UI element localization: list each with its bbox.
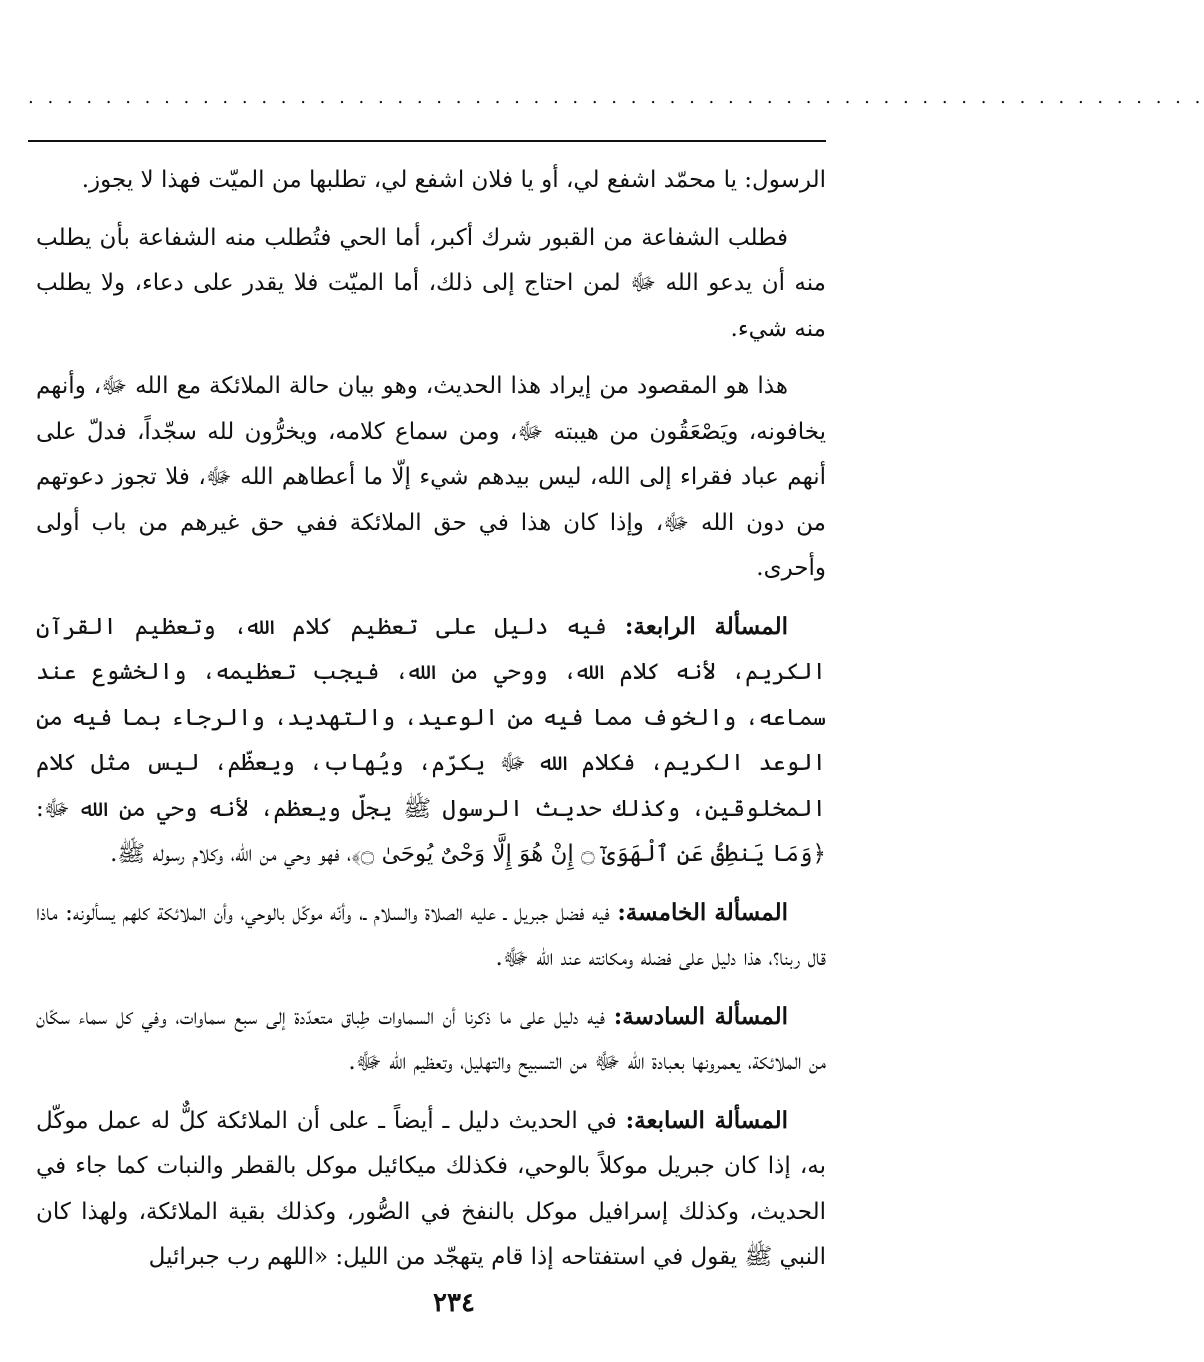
paragraph-text: هذا هو المقصود من إيراد هذا الحديث، وهو بيان حالة الملائكة مع الله ﷻ، وأنهم يخافونه، ويَصْعَقُون من هيبته ﷻ، ومن سماع كلامه، ويخرُّون لله سجّداً، فدلّ على أنهم عباد فقراء إلى الله، ليس بيدهم شيء إلّا ما أعطاهم الله ﷻ، فلا تجوز دعوتهم من دون الله ﷻ، وإذا كان هذا في حق الملائكة ففي حق غيرهم من باب أولى وأحرى. <box>36 373 826 581</box>
section-heading: المسألة السابعة: <box>625 1106 788 1134</box>
paragraph <box>36 216 826 353</box>
paragraph-masala-5 <box>36 890 826 982</box>
paragraph-text: فيه فضل جبريل ـ عليه الصلاة والسلام ـ، وأنّه موكّل بالوحي، وأن الملائكة كلهم يسألونه: ماذا قال ربنا؟، هذا دليل على فضله ومكانته عند الله ﷻ. <box>36 899 826 971</box>
body-text <box>36 158 826 1293</box>
paragraph-masala-6 <box>36 994 826 1086</box>
section-heading: المسألة الخامسة: <box>617 898 788 926</box>
paragraph-text: فيه دليل على تعظيم كلام الله، وتعظيم القرآن الكريم، لأنه كلام الله، ووحي من الله، فيجب تعظيمه، والخشوع عند سماعه، والخوف مما فيه من الوعيد، والتهديد، والرجاء بما فيه من الوعد الكريم، فكلام الله ﷻ يكرّم، ويُهاب، ويعظّم، ليس مثل كلام المخلوقين، وكذلك حديث الرسول ﷺ يجلّ ويعظم، لأنه وحي من الله ﷻ: ﴿وَمَا يَنطِقُ عَنِ ٱلْهَوَىٰٓ ۝ إِنْ هُوَ إِلَّا وَحْىٌ يُوحَىٰ ۝﴾، فهو وحي من الله، وكلام رسوله ﷺ. <box>36 613 826 867</box>
paragraph <box>36 364 826 592</box>
paragraph <box>36 158 826 204</box>
paragraph-text: في الحديث دليل ـ أيضاً ـ على أن الملائكة كلٌّ له عمل موكّل به، إذا كان جبريل موكلاً بالوحي، فكذلك ميكائيل موكل بالقطر والنبات كما جاء في الحديث، وكذلك إسرافيل موكل بالنفخ في الصُّور، وكذلك بقية الملائكة، ولهذا كان النبي ﷺ يقول في استفتاحه إذا قام يتهجّد من الليل: «اللهم رب جبرائيل <box>36 1107 826 1270</box>
header-dotted-line: . . . . . . . . . . . . . . . . . . . . . . . . . . . . . . . . . . . . . . . . . . . . . . . . . . . . . . . . . . . . . <box>28 87 1204 108</box>
paragraph-masala-7 <box>36 1098 826 1281</box>
section-heading: المسألة السادسة: <box>613 1002 788 1030</box>
paragraph-text: فيه دليل على ما ذكرنا أن السماوات طِباق متعدّدة إلى سبع سماوات، وفي كل سماء سكّان من الملائكة، يعمرونها بعبادة الله ﷻ من التسبيح والتهليل، وتعظيم الله ﷻ. <box>36 1003 826 1075</box>
section-heading: المسألة الرابعة: <box>624 612 788 640</box>
paragraph-masala-4 <box>36 604 826 878</box>
header-rule <box>28 140 826 142</box>
page-number: ٢٣٤ <box>433 1288 475 1318</box>
paragraph-text: الرسول: يا محمّد اشفع لي، أو يا فلان اشفع لي، تطلبها من الميّت فهذا لا يجوز. <box>81 167 826 193</box>
paragraph-text: فطلب الشفاعة من القبور شرك أكبر، أما الحي فتُطلب منه الشفاعة بأن يطلب منه أن يدعو الله ﷻ لمن احتاج إلى ذلك، أما الميّت فلا يقدر على دعاء، ولا يطلب منه شيء. <box>36 224 826 342</box>
